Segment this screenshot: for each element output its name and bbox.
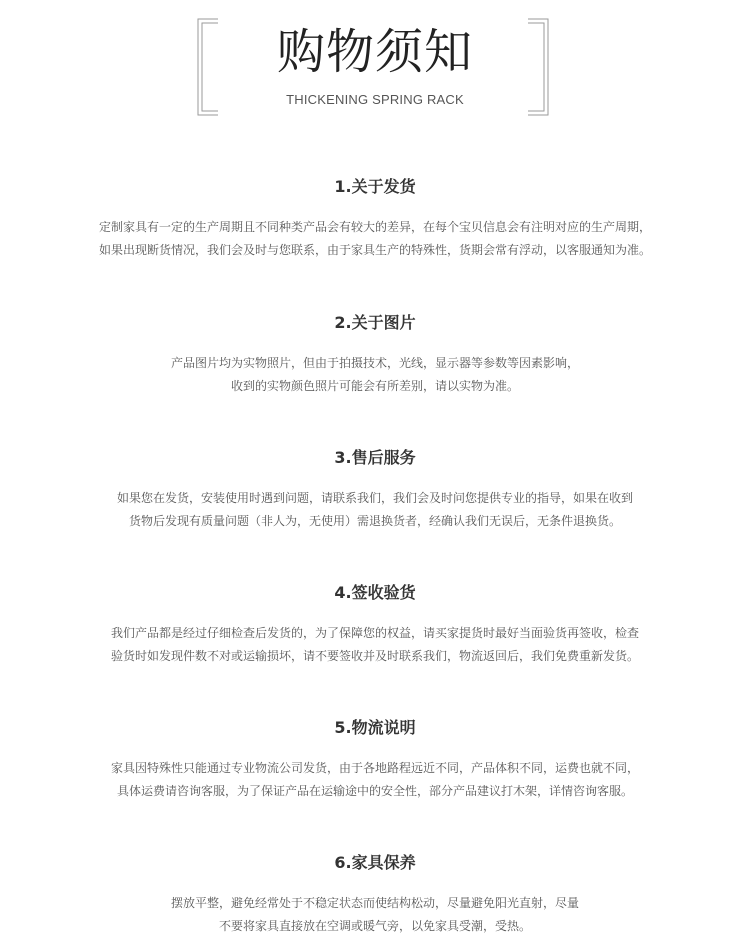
section-images bbox=[0, 312, 750, 398]
section-text-line: 产品图片均为实物照片，但由于拍摄技术，光线，显示器等参数等因素影响， bbox=[170, 356, 579, 370]
section-text-line: 验货时如发现件数不对或运输损坏，请不要签收并及时联系我们，物流返回后，我们免费重新发货。 bbox=[110, 649, 639, 663]
section-title: 5.物流说明 bbox=[334, 718, 416, 737]
section-shipping bbox=[0, 176, 750, 262]
section-title: 1.关于发货 bbox=[334, 177, 416, 196]
section-text-line: 不要将家具直接放在空调或暖气旁，以免家具受潮，受热。 bbox=[218, 919, 531, 933]
section-body bbox=[65, 216, 685, 262]
section-text-line: 具体运费请咨询客服，为了保证产品在运输途中的安全性，部分产品建议打木架，详情咨询客服。 bbox=[116, 784, 633, 798]
section-text-line: 如果您在发货，安装使用时遇到问题，请联系我们，我们会及时问您提供专业的指导，如果在收到 bbox=[116, 491, 633, 505]
section-title: 3.售后服务 bbox=[334, 448, 416, 467]
header bbox=[0, 0, 750, 130]
section-text-line: 摆放平整，避免经常处于不稳定状态而使结构松动，尽量避免阳光直射，尽量 bbox=[170, 896, 579, 910]
section-title: 4.签收验货 bbox=[334, 583, 416, 602]
section-logistics bbox=[0, 717, 750, 803]
section-text-line: 货物后发现有质量问题（非人为，无使用）需退换货者，经确认我们无误后，无条件退换货。 bbox=[128, 514, 621, 528]
section-title: 2.关于图片 bbox=[334, 313, 416, 332]
section-maintenance bbox=[0, 852, 750, 938]
section-text-line: 我们产品都是经过仔细检查后发货的，为了保障您的权益，请买家提货时最好当面验货再签收，检查 bbox=[110, 626, 639, 640]
section-inspection bbox=[0, 582, 750, 668]
section-text-line: 家具因特殊性只能通过专业物流公司发货，由于各地路程远近不同，产品体积不同，运费也就不同， bbox=[110, 761, 639, 775]
section-body bbox=[65, 892, 685, 938]
section-body bbox=[65, 622, 685, 668]
page-subtitle: THICKENING SPRING RACK bbox=[286, 92, 464, 107]
section-title: 6.家具保养 bbox=[334, 853, 416, 872]
page-title: 购物须知 bbox=[276, 24, 473, 80]
section-body bbox=[65, 757, 685, 803]
section-text-line: 如果出现断货情况，我们会及时与您联系，由于家具生产的特殊性，货期会常有浮动，以客服通知为准。 bbox=[98, 243, 651, 257]
section-text-line: 定制家具有一定的生产周期且不同种类产品会有较大的差异，在每个宝贝信息会有注明对应的生产周期， bbox=[98, 220, 651, 234]
section-after-sales bbox=[0, 447, 750, 533]
section-body bbox=[65, 352, 685, 398]
section-text-line: 收到的实物颜色照片可能会有所差别，请以实物为准。 bbox=[230, 379, 519, 393]
section-body bbox=[65, 487, 685, 533]
